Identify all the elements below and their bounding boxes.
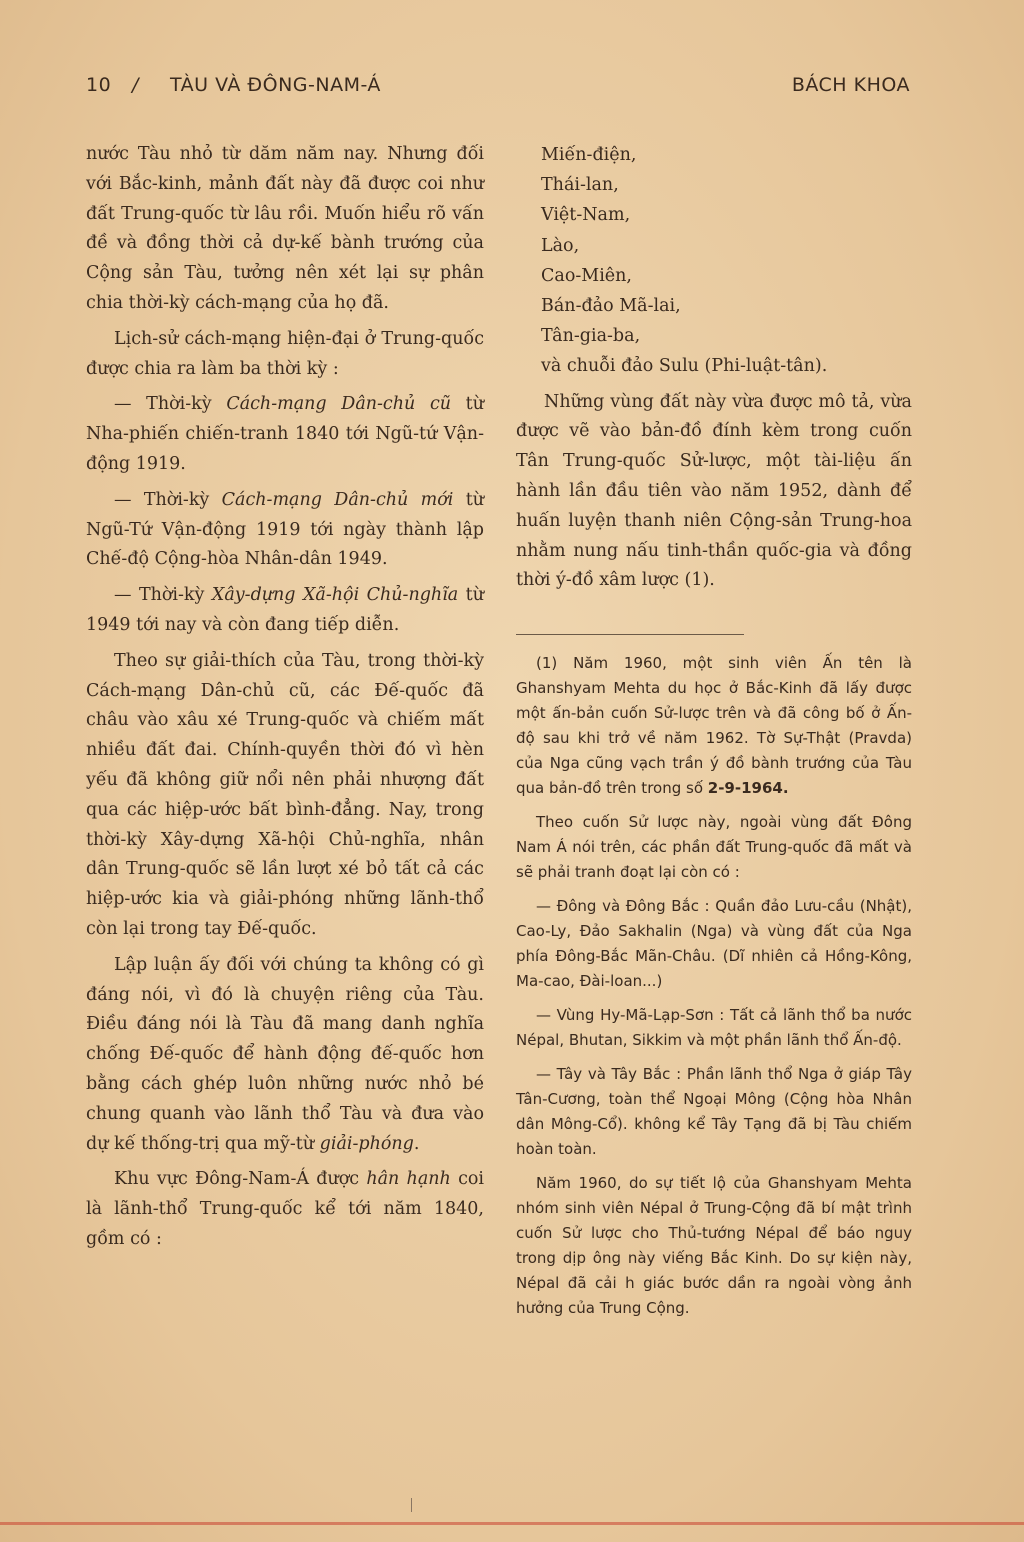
period-name: Cách-mạng Dân-chủ cũ: [226, 394, 452, 415]
page-number: 10: [86, 74, 112, 96]
paragraph: nước Tàu nhỏ từ dăm năm nay. Nhưng đối với Bắc-kinh, mảnh đất này đã được coi như đất Trung-quốc từ lâu rồi. Muốn hiểu rõ vấn đề và đồng thời cả dự-kế bành trướng của Cộng sản Tàu, tưởng nên xét lại sự phân chia thời-kỳ cách-mạng của họ đã.: [86, 144, 484, 313]
footnotes: [516, 651, 912, 1321]
list-item: Thái-lan,: [541, 175, 619, 196]
paragraph: Những vùng đất này vừa được mô tả, vừa được vẽ vào bản-đồ đính kèm trong cuốn Tân Trung-quốc Sử-lược, một tài-liệu ấn hành lần đầu tiên vào năm 1952, dành để huấn luyện thanh niên Cộng-sản Trung-hoa nhằm nung nấu tinh-thần quốc-gia và đồng thời ý-đồ xâm lược (1).: [516, 391, 912, 591]
period-item: [86, 486, 484, 575]
period-item: [86, 581, 484, 641]
paragraph: [86, 951, 484, 1160]
left-column: [86, 140, 484, 1255]
period-text: từ Nha-phiến chiến-tranh 1840 tới Ngũ-tứ Vận-động 1919.: [86, 394, 484, 474]
list-item: Việt-Nam,: [541, 205, 631, 226]
footnote: — Tây và Tây Bắc : Phần lãnh thổ Nga ở giáp Tây Tân-Cương, toàn thể Ngoại Mông (Cộng hòa Nhân dân Mông-Cổ). không kể Tây Tạng đã bị Tàu chiếm hoàn toàn.: [516, 1065, 912, 1159]
footnote: — Vùng Hy-Mã-Lạp-Sơn : Tất cả lãnh thổ ba nước Népal, Bhutan, Sikkim và một phần lãnh thổ Ấn-độ.: [516, 1006, 912, 1050]
right-column: [516, 140, 912, 1321]
period-prefix: — Thời-kỳ: [114, 489, 222, 510]
paragraph-text: coi là lãnh-thổ Trung-quốc kể tới năm 1840, gồm có :: [86, 1169, 484, 1249]
period-prefix: — Thời-kỳ: [114, 585, 212, 606]
paragraph: Theo sự giải-thích của Tàu, trong thời-kỳ Cách-mạng Dân-chủ cũ, các Đế-quốc đã châu vào xâu xé Trung-quốc và chiếm mất nhiều đất đai. Chính-quyền thời đó vì hèn yếu đã không giữ nổi nên phải nhượng đất qua các hiệp-ước bất bình-đẳng. Nay, trong thời-kỳ Xây-dựng Xã-hội Chủ-nghĩa, nhân dân Trung-quốc sẽ lần lượt xé bỏ tất cả các hiệp-ước kia và giải-phóng những lãnh-thổ còn lại trong tay Đế-quốc.: [86, 650, 484, 939]
emphasis: giải-phóng: [319, 1133, 414, 1154]
footnote: Theo cuốn Sử lược này, ngoài vùng đất Đông Nam Á nói trên, các phần đất Trung-quốc đã mất và sẽ phải tranh đoạt lại còn có :: [516, 813, 912, 882]
paragraph-text: Lập luận ấy đối với chúng ta không có gì đáng nói, vì đó là chuyện riêng của Tàu. Điều đáng nói là Tàu đã mang danh nghĩa chống Đế-quốc để hành động đế-quốc hơn bằng cách ghép luôn những nước nhỏ bé chung quanh vào lãnh thổ Tàu và đưa vào dự kế thống-trị qua mỹ-từ: [86, 954, 484, 1154]
list-item: Cao-Miên,: [541, 265, 632, 286]
paragraph-end: .: [413, 1133, 420, 1154]
country-list: [516, 140, 912, 382]
period-name: Cách-mạng Dân-chủ mới: [221, 489, 454, 510]
list-item: Lào,: [541, 235, 580, 256]
period-item: [86, 390, 484, 479]
magazine-name: BÁCH KHOA: [791, 74, 910, 96]
list-item: Miến-điện,: [541, 145, 637, 165]
emphasis: hân hạnh: [366, 1169, 451, 1190]
list-item: Tân-gia-ba,: [541, 326, 641, 347]
period-prefix: — Thời-kỳ: [114, 394, 227, 415]
article-title: TÀU VÀ ĐÔNG-NAM-Á: [170, 74, 381, 96]
period-text: từ 1949 tới nay và còn đang tiếp diễn.: [86, 585, 484, 635]
footnote: [516, 651, 912, 801]
list-item: Bán-đảo Mã-lai,: [541, 296, 681, 317]
period-text: từ Ngũ-Tứ Vận-động 1919 tới ngày thành lập Chế-độ Cộng-hòa Nhân-dân 1949.: [86, 489, 484, 570]
list-item: và chuỗi đảo Sulu (Phi-luật-tân).: [541, 356, 828, 377]
paragraph: [86, 1165, 484, 1254]
footnote-date: 2-9-1964.: [707, 779, 789, 798]
page-edge: [0, 1522, 1024, 1525]
running-header: [86, 74, 910, 104]
footnote: Năm 1960, do sự tiết lộ của Ghanshyam Mehta nhóm sinh viên Népal ở Trung-Cộng đã bí mật trình cuốn Sử lược cho Thủ-tướng Népal để báo nguy trong dịp ông này viếng Bắc Kinh. Do sự kiện này, Népal đã cải h giác bước dần ra ngoài vòng ảnh hưởng của Trung Cộng.: [516, 1174, 912, 1318]
header-separator: /: [132, 74, 139, 96]
footnote: — Đông và Đông Bắc : Quần đảo Lưu-cầu (Nhật), Cao-Ly, Đảo Sakhalin (Nga) và vùng đất của Nga phía Đông-Bắc Mãn-Châu. (Dĩ nhiên cả Hồng-Kông, Ma-cao, Đài-loan...): [516, 897, 912, 991]
period-name: Xây-dựng Xã-hội Chủ-nghĩa: [211, 585, 459, 606]
footnote-divider: [516, 634, 744, 635]
paragraph: Lịch-sử cách-mạng hiện-đại ở Trung-quốc được chia ra làm ba thời kỳ :: [86, 328, 484, 379]
paragraph-text: Khu vực Đông-Nam-Á được: [114, 1169, 367, 1190]
footnote-text: (1) Năm 1960, một sinh viên Ấn tên là Ghanshyam Mehta du học ở Bắc-Kinh đã lấy được một ấn-bản cuốn Sử-lược trên và đã công bố ở Ấn-độ sau khi trở về năm 1962. Tờ Sự-Thật (Pravda) của Nga cũng vạch trần ý đồ bành trướng của Tàu qua bản-đồ trên trong số: [516, 654, 912, 798]
page-mark: [411, 1498, 412, 1512]
